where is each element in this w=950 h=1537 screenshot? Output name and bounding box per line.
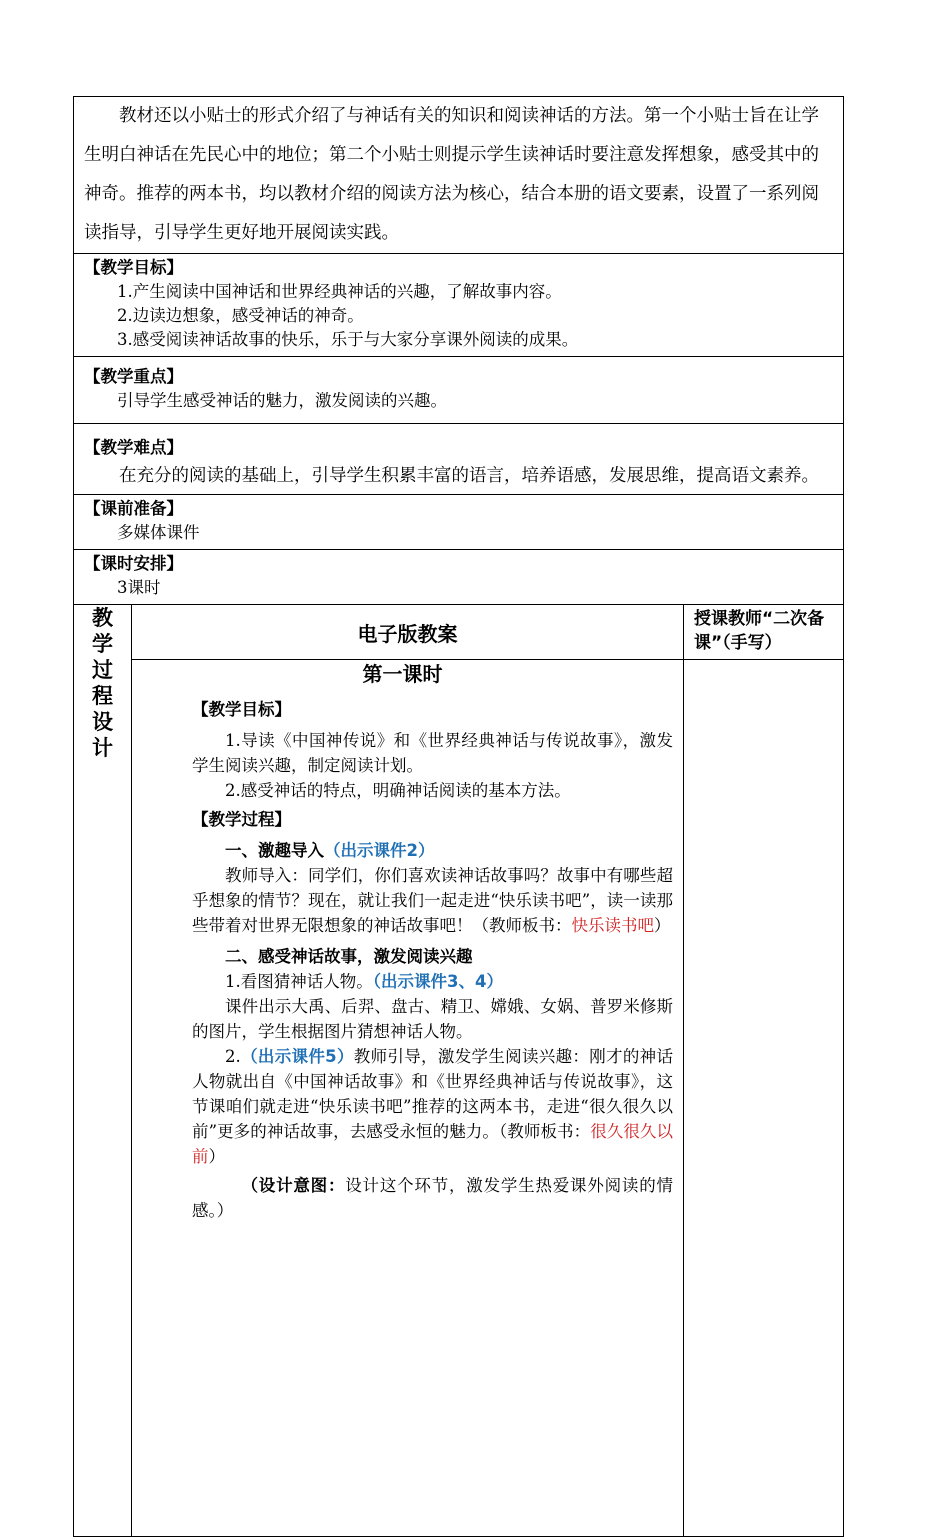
step1-title: 一、激趣导入 (225, 841, 324, 860)
teacher-notes-header: 授课教师“二次备课”（手写） (684, 605, 844, 660)
lesson-plan-page (73, 96, 843, 1537)
teacher-notes-body (684, 660, 844, 1537)
lesson-title: 第一课时 (362, 662, 443, 686)
side-char: 设 (92, 710, 113, 734)
design-label: （设计意图： (241, 1176, 346, 1195)
lesson-objective-item: 2.感受神话的特点，明确神话阅读的基本方法。 (225, 781, 571, 800)
step2-item2-paragraph (192, 1044, 673, 1169)
key-points-text: 引导学生感受神话的魅力，激发阅读的兴趣。 (117, 391, 447, 410)
step1-title-line (192, 838, 673, 863)
objectives-section (74, 254, 844, 357)
step2-item1-text: 课件出示大禹、后羿、盘古、精卫、嫦娥、女娲、普罗米修斯的图片，学生根据图片猜想神话人物。 (192, 997, 673, 1041)
schedule-heading: 【课时安排】 (84, 554, 183, 573)
key-points-section (74, 357, 844, 424)
step2-item2-tag: （出示课件5） (240, 1047, 354, 1066)
side-char: 教 (92, 606, 113, 630)
preparation-text: 多媒体课件 (117, 523, 200, 542)
intro-cell (74, 97, 844, 254)
objective-item: 1.产生阅读中国神话和世界经典神话的兴趣，了解故事内容。 (117, 282, 562, 301)
step2-board-text: 很久很久以前 (192, 1122, 674, 1166)
process-side-label (74, 605, 132, 1537)
schedule-section (74, 550, 844, 605)
step2-title: 二、感受神话故事，激发阅读兴趣 (225, 947, 473, 966)
intro-text: 教材还以小贴士的形式介绍了与神话有关的知识和阅读神话的方法。第一个小贴士旨在让学生明白神话在先民心中的地位；第二个小贴士则提示学生读神话时要注意发挥想象，感受其中的神奇。推荐的两本书，均以教材介绍的阅读方法为核心，结合本册的语文要素，设置了一系列阅读指导，引导学生更好地开展阅读实践。 (84, 106, 819, 243)
difficulties-section (74, 424, 844, 495)
preparation-section (74, 495, 844, 550)
side-char: 过 (92, 658, 113, 682)
step1-text: 教师导入：同学们，你们喜欢读神话故事吗？故事中有哪些超乎想象的情节？现在，就让我们一起走进“快乐读书吧”，读一读那些带着对世界无限想象的神话故事吧！（教师板书： (192, 866, 673, 935)
step2-item1-line (192, 969, 673, 994)
objective-item: 3.感受阅读神话故事的快乐，乐于与大家分享课外阅读的成果。 (117, 330, 579, 349)
side-char: 计 (92, 736, 113, 760)
design-intent (192, 1173, 673, 1223)
process-heading: 【教学过程】 (192, 810, 291, 829)
step1-paragraph (192, 863, 673, 938)
step1-end: ） (654, 916, 671, 935)
key-points-heading: 【教学重点】 (84, 367, 183, 386)
step2-item2-num: 2. (225, 1047, 241, 1066)
objective-item: 2.边读边想象，感受神话的神奇。 (117, 306, 364, 325)
schedule-text: 3课时 (117, 578, 161, 597)
electronic-plan-header: 电子版教案 (132, 605, 684, 660)
step2-item1: 1.看图猜神话人物。 (225, 972, 373, 991)
step2-item2-end: ） (208, 1147, 225, 1166)
step1-slide-tag: （出示课件2） (324, 841, 435, 860)
difficulties-heading: 【教学难点】 (84, 438, 183, 457)
objectives-heading: 【教学目标】 (84, 258, 183, 277)
electronic-plan-body (132, 660, 684, 1537)
lesson-objective-item: 1.导读《中国神传说》和《世界经典神话与传说故事》，激发学生阅读兴趣，制定阅读计划。 (192, 731, 673, 775)
step1-board-text: 快乐读书吧 (571, 916, 654, 935)
lesson-plan-table (73, 96, 844, 1537)
side-char: 学 (92, 632, 113, 656)
side-char: 程 (92, 684, 113, 708)
design-text: 设计这个环节，激发学生热爱课外阅读的情感。） (192, 1176, 674, 1220)
preparation-heading: 【课前准备】 (84, 499, 183, 518)
difficulties-text: 在充分的阅读的基础上，引导学生积累丰富的语言，培养语感，发展思维，提高语文素养。 (119, 466, 819, 486)
step2-item2-text: 教师引导，激发学生阅读兴趣：刚才的神话人物就出自《中国神话故事》和《世界经典神话与传说故事》，这节课咱们就走进“快乐读书吧”推荐的这两本书，走进“很久很久以前”更多的神话故事，去感受永恒的魅力。（教师板书： (192, 1047, 674, 1141)
lesson-objectives-heading: 【教学目标】 (192, 700, 291, 719)
step2-item1-tag: （出示课件3、4） (372, 972, 503, 991)
